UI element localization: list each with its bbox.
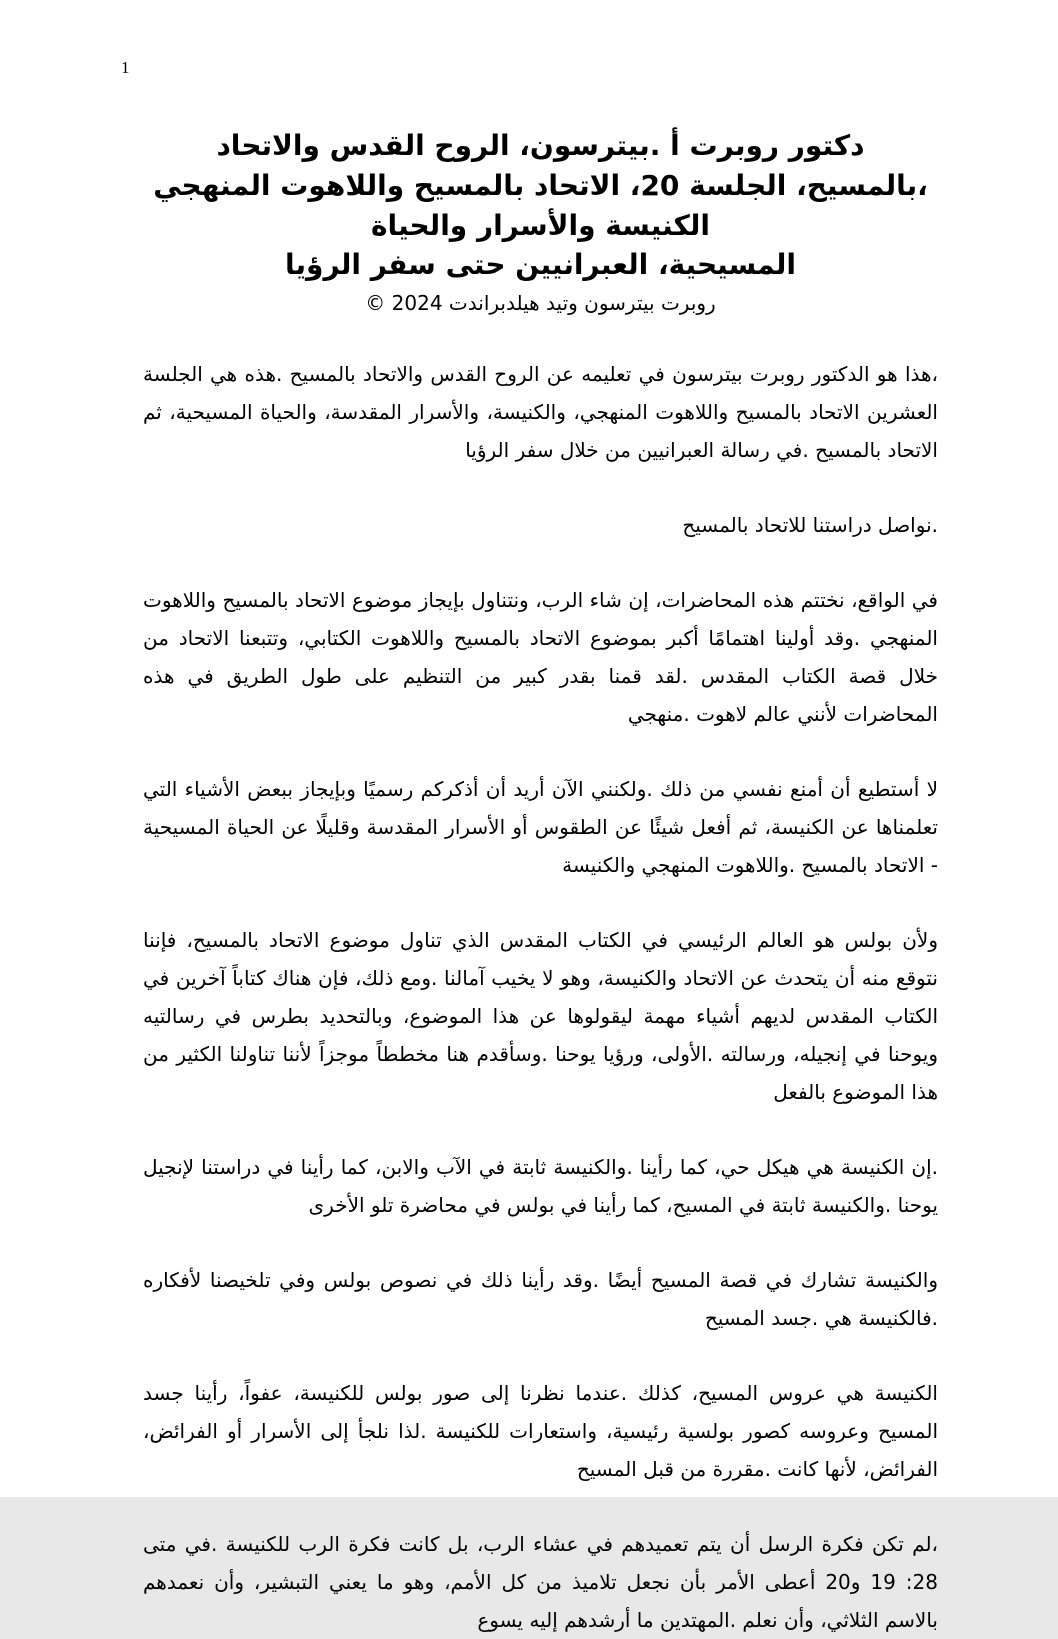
copyright-byline: روبرت بيترسون وتيد هيلدبراندت 2024 ©: [365, 291, 716, 315]
paragraph: الكنيسة هي عروس المسيح، كذلك .عندما نظرنا إلى صور بولس للكنيسة، عفواً، رأينا جسد المسيح وعروسه كصور بولسية رئيسية، واستعارات للكنيسة .لذا نلجأ إلى الأسرار أو الفرائض، الفرائض، لأنها كانت .مقررة من قبل المسيح: [143, 1381, 938, 1481]
document-title: [143, 126, 938, 285]
title-line-2: ،بالمسيح، الجلسة 20، الاتحاد بالمسيح واللاهوت المنهجي: [153, 168, 928, 202]
paragraph: .إن الكنيسة هي هيكل حي، كما رأينا .والكنيسة ثابتة في الآب والابن، كما رأينا في دراستنا لإنجيل يوحنا .والكنيسة ثابتة في المسيح، كما رأينا في بولس في محاضرة تلو الأخرى: [143, 1155, 938, 1217]
paragraph: ولأن بولس هو العالم الرئيسي في الكتاب المقدس الذي تناول موضوع الاتحاد بالمسيح، فإننا نتوقع منه أن يتحدث عن الاتحاد والكنيسة، وهو لا يخيب آمالنا .ومع ذلك، فإن هناك كتاباً آخرين في الكتاب المقدس لديهم أشياء مهمة ليقولوها عن هذا الموضوع، وبالتحديد بطرس في رسالتيه ويوحنا في إنجيله، ورسالته .الأولى، ورؤيا يوحنا .وسأقدم هنا مخططاً موجزاً لأننا تناولنا الكثير من هذا الموضوع بالفعل: [143, 928, 938, 1104]
paragraph: في الواقع، نختتم هذه المحاضرات، إن شاء الرب، ونتناول بإيجاز موضوع الاتحاد بالمسيح واللاهوت المنهجي .وقد أولينا اهتمامًا أكبر بموضوع الاتحاد بالمسيح واللاهوت الكتابي، وتتبعنا الاتحاد من خلال قصة الكتاب المقدس .لقد قمنا بقدر كبير من التنظيم على طول الطريق في هذه المحاضرات لأنني عالم لاهوت .منهجي: [143, 588, 938, 726]
title-block: [143, 126, 938, 315]
paragraph: ،هذا هو الدكتور روبرت بيترسون في تعليمه عن الروح القدس والاتحاد بالمسيح .هذه هي الجلسة العشرين الاتحاد بالمسيح واللاهوت المنهجي، والكنيسة، والأسرار المقدسة، والحياة المسيحية، ثم الاتحاد بالمسيح .في رسالة العبرانيين من خلال سفر الرؤيا: [143, 362, 938, 462]
document-content: [143, 0, 938, 1639]
paragraph: ،لم تكن فكرة الرسل أن يتم تعميدهم في عشاء الرب، بل كانت فكرة الرب للكنيسة .في متى 28: 19 و20 أعطى الأمر بأن نجعل تلاميذ من كل الأمم، وهو ما يعني التبشير، وأن نعمدهم بالاسم الثلاثي، وأن نعلم .المهتدين ما أرشدهم إليه يسوع: [143, 1532, 938, 1632]
document-body: [143, 355, 938, 1639]
page-number: 1: [121, 58, 130, 77]
paragraph: لا أستطيع أن أمنع نفسي من ذلك .ولكنني الآن أريد أن أذكركم رسميًا وبإيجاز ببعض الأشياء التي تعلمناها عن الكنيسة، ثم أفعل شيئًا عن الطقوس أو الأسرار المقدسة وقليلًا عن الحياة المسيحية - الاتحاد بالمسيح .واللاهوت المنهجي والكنيسة: [143, 777, 938, 877]
paragraph: والكنيسة تشارك في قصة المسيح أيضًا .وقد رأينا ذلك في نصوص بولس وفي تلخيصنا لأفكاره .فالكنيسة هي .جسد المسيح: [143, 1268, 938, 1330]
title-line-3: الكنيسة والأسرار والحياة: [371, 208, 710, 242]
title-line-1: دكتور روبرت أ .بيترسون، الروح القدس والاتحاد: [216, 129, 865, 162]
title-line-4: المسيحية، العبرانيين حتى سفر الرؤيا: [285, 248, 796, 282]
paragraph: .نواصل دراستنا للاتحاد بالمسيح: [682, 513, 938, 537]
